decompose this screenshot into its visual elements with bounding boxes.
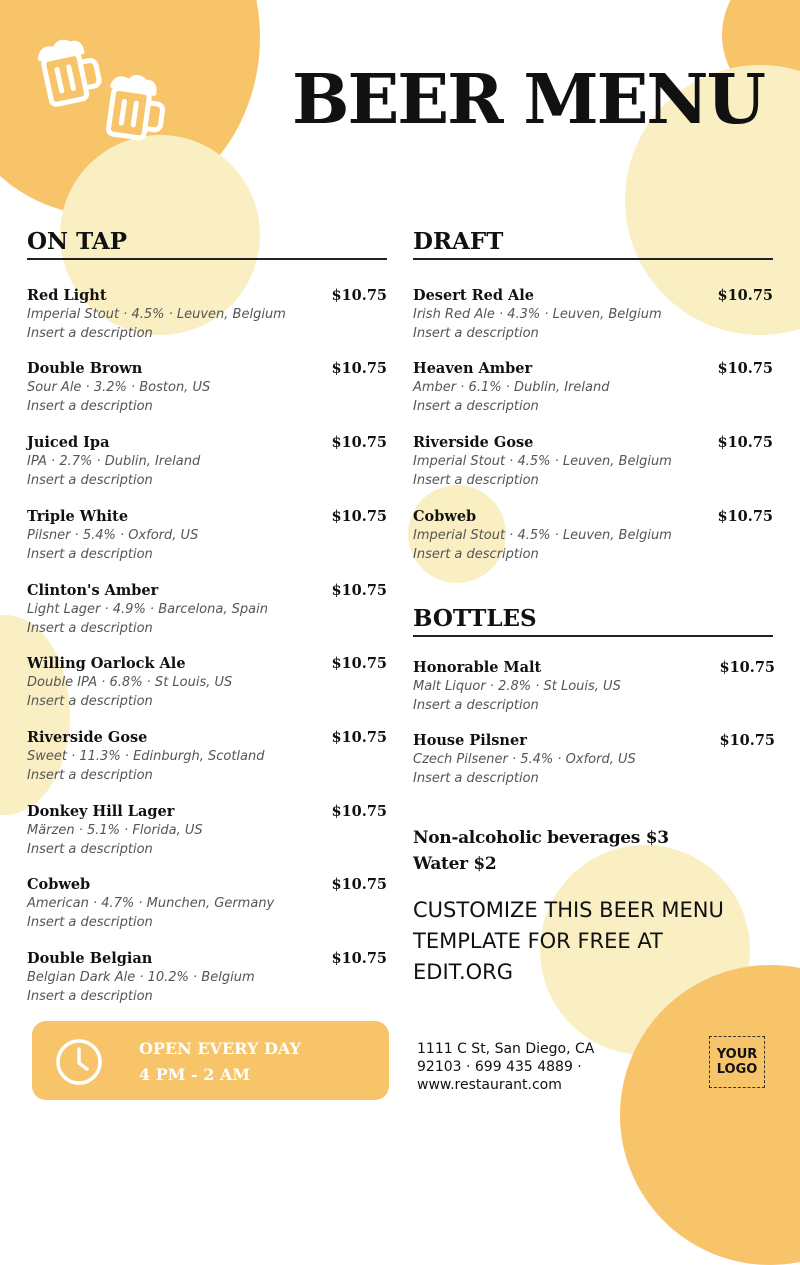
item-price: $10.75 (331, 655, 387, 672)
item-name: House Pilsner (413, 732, 527, 749)
item-details: American · 4.7% · Munchen, Germany (27, 896, 275, 911)
item-details: Imperial Stout · 4.5% · Leuven, Belgium (413, 454, 672, 469)
promo-line: CUSTOMIZE THIS BEER MENU (413, 898, 724, 922)
item-name: Double Belgian (27, 950, 153, 967)
menu-item (27, 508, 387, 568)
item-price: $10.75 (717, 434, 773, 451)
item-price: $10.75 (719, 659, 775, 676)
menu-item (27, 287, 387, 347)
item-name: Riverside Gose (27, 729, 148, 746)
logo-placeholder (709, 1036, 765, 1088)
item-price: $10.75 (331, 876, 387, 893)
item-description: Insert a description (27, 989, 153, 1004)
on-tap-section (27, 228, 387, 1008)
non-alcoholic-price: Non-alcoholic beverages $3 (413, 828, 669, 848)
item-details: Malt Liquor · 2.8% · St Louis, US (413, 679, 621, 694)
beer-mugs-icon (35, 38, 170, 148)
item-price: $10.75 (717, 508, 773, 525)
item-name: Honorable Malt (413, 659, 542, 676)
item-name: Triple White (27, 508, 129, 525)
item-price: $10.75 (331, 582, 387, 599)
item-name: Desert Red Ale (413, 287, 535, 304)
item-name: Clinton's Amber (27, 582, 159, 599)
phone-line: 92103 · 699 435 4889 · (417, 1059, 582, 1075)
draft-section (413, 228, 773, 568)
menu-item (27, 434, 387, 494)
item-description: Insert a description (27, 768, 153, 783)
item-description: Insert a description (27, 694, 153, 709)
item-details: IPA · 2.7% · Dublin, Ireland (27, 454, 201, 469)
item-description: Insert a description (27, 621, 153, 636)
item-name: Juiced Ipa (27, 434, 110, 451)
item-price: $10.75 (717, 287, 773, 304)
item-price: $10.75 (331, 950, 387, 967)
promo-text (413, 895, 773, 988)
item-description: Insert a description (27, 842, 153, 857)
item-description: Insert a description (413, 326, 539, 341)
hours-time: 4 PM - 2 AM (139, 1065, 251, 1084)
item-price: $10.75 (331, 360, 387, 377)
contact-info (417, 1040, 594, 1094)
hours-text (139, 1036, 301, 1088)
bottles-section (413, 605, 775, 795)
clock-icon (54, 1037, 104, 1087)
item-name: Riverside Gose (413, 434, 534, 451)
menu-item (27, 360, 387, 420)
water-price: Water $2 (413, 854, 497, 874)
item-details: Sweet · 11.3% · Edinburgh, Scotland (27, 749, 265, 764)
section-heading: BOTTLES (413, 605, 537, 632)
menu-item (27, 876, 387, 936)
website-link[interactable]: www.restaurant.com (417, 1077, 562, 1093)
item-description: Insert a description (27, 326, 153, 341)
item-name: Heaven Amber (413, 360, 533, 377)
item-details: Belgian Dark Ale · 10.2% · Belgium (27, 970, 255, 985)
menu-item (413, 508, 773, 568)
item-name: Donkey Hill Lager (27, 803, 175, 820)
item-name: Cobweb (27, 876, 91, 893)
menu-item (27, 950, 387, 1010)
item-name: Willing Oarlock Ale (27, 655, 186, 672)
menu-item (413, 732, 775, 792)
item-description: Insert a description (27, 473, 153, 488)
item-description: Insert a description (413, 399, 539, 414)
item-description: Insert a description (413, 698, 539, 713)
item-name: Red Light (27, 287, 107, 304)
divider (413, 635, 773, 637)
item-price: $10.75 (331, 508, 387, 525)
item-details: Irish Red Ale · 4.3% · Leuven, Belgium (413, 307, 662, 322)
item-details: Imperial Stout · 4.5% · Leuven, Belgium (413, 528, 672, 543)
hours-days: OPEN EVERY DAY (139, 1039, 301, 1058)
item-details: Pilsner · 5.4% · Oxford, US (27, 528, 199, 543)
logo-text: YOUR (716, 1047, 758, 1062)
menu-title: BEER MENU (292, 60, 764, 140)
menu-item (27, 803, 387, 863)
promo-line: TEMPLATE FOR FREE AT (413, 929, 663, 953)
item-details: Czech Pilsener · 5.4% · Oxford, US (413, 752, 636, 767)
menu-item (413, 659, 775, 719)
item-price: $10.75 (719, 732, 775, 749)
menu-item (413, 434, 773, 494)
item-description: Insert a description (27, 547, 153, 562)
item-description: Insert a description (27, 915, 153, 930)
logo-text: LOGO (716, 1062, 758, 1077)
menu-item (27, 729, 387, 789)
menu-item (413, 287, 773, 347)
section-heading: ON TAP (27, 228, 128, 255)
item-price: $10.75 (331, 434, 387, 451)
extras-block (413, 825, 669, 877)
opening-hours-box (32, 1021, 389, 1100)
item-details: Sour Ale · 3.2% · Boston, US (27, 380, 211, 395)
item-name: Cobweb (413, 508, 477, 525)
item-details: Amber · 6.1% · Dublin, Ireland (413, 380, 610, 395)
divider (413, 258, 773, 260)
section-heading: DRAFT (413, 228, 504, 255)
item-description: Insert a description (27, 399, 153, 414)
item-price: $10.75 (331, 803, 387, 820)
item-details: Double IPA · 6.8% · St Louis, US (27, 675, 233, 690)
promo-link[interactable]: EDIT.ORG (413, 960, 514, 984)
divider (27, 258, 387, 260)
menu-item (27, 655, 387, 715)
item-description: Insert a description (413, 771, 539, 786)
menu-item (413, 360, 773, 420)
item-name: Double Brown (27, 360, 143, 377)
item-price: $10.75 (717, 360, 773, 377)
item-details: Märzen · 5.1% · Florida, US (27, 823, 203, 838)
item-price: $10.75 (331, 287, 387, 304)
item-details: Imperial Stout · 4.5% · Leuven, Belgium (27, 307, 286, 322)
item-price: $10.75 (331, 729, 387, 746)
menu-item (27, 582, 387, 642)
item-description: Insert a description (413, 473, 539, 488)
item-details: Light Lager · 4.9% · Barcelona, Spain (27, 602, 268, 617)
item-description: Insert a description (413, 547, 539, 562)
address-line: 1111 C St, San Diego, CA (417, 1041, 595, 1057)
